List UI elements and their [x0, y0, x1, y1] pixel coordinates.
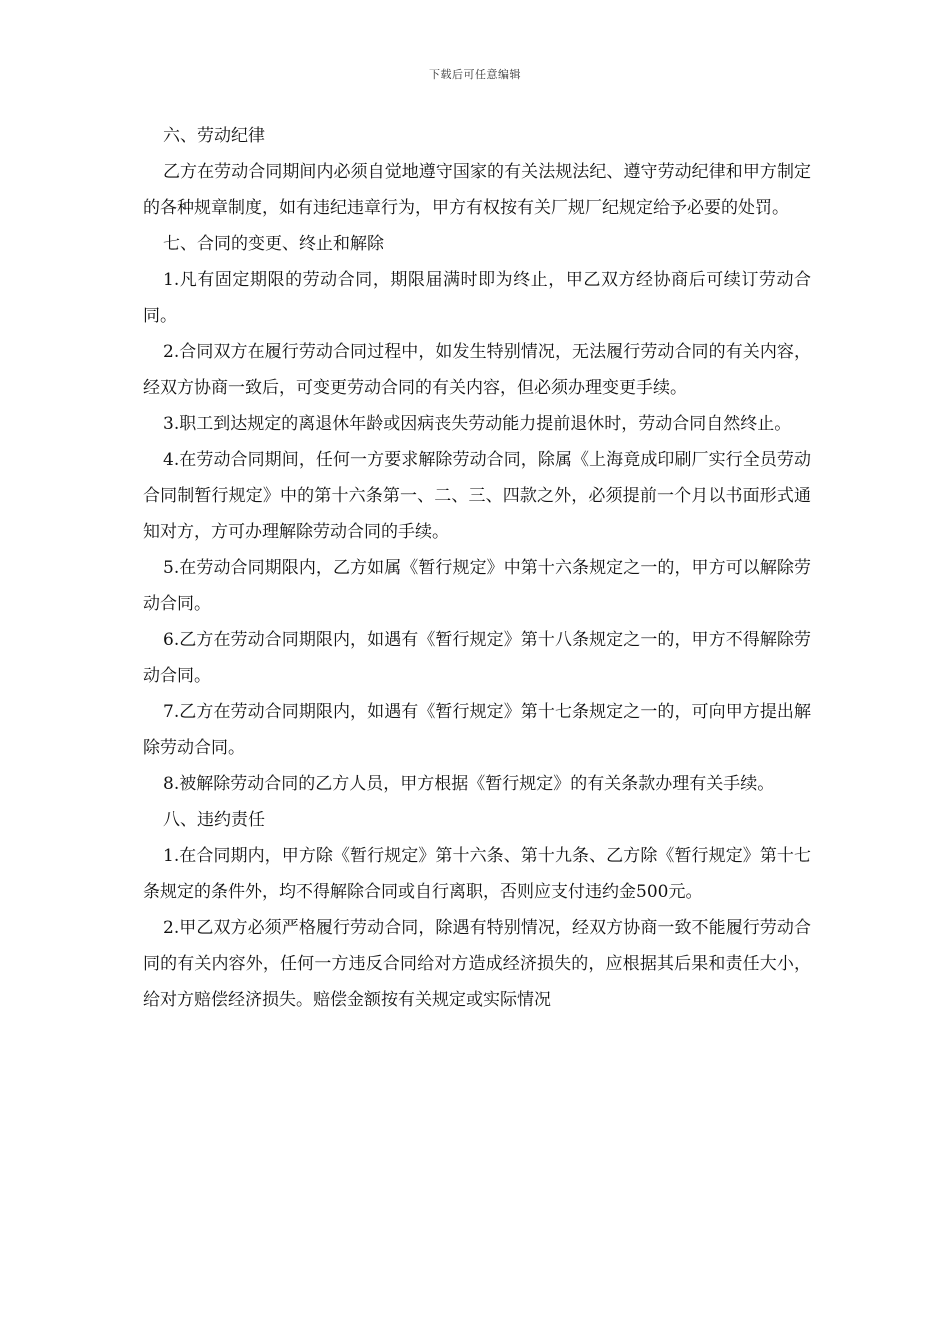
section-heading-liability: 八、违约责任 [163, 810, 265, 830]
clause-7-3: 3.职工到达规定的离退休年龄或因病丧失劳动能力提前退休时，劳动合同自然终止。 [163, 414, 792, 434]
paragraph-labor-discipline: 乙方在劳动合同期间内必须自觉地遵守国家的有关法规法纪、遵守劳动纪律和甲方制定的各种规章制度，如有违纪违章行为，甲方有权按有关厂规厂纪规定给予必要的处罚。 [143, 162, 811, 218]
section-heading-labor-discipline: 六、劳动纪律 [163, 126, 265, 146]
clause-7-2: 2.合同双方在履行劳动合同过程中，如发生特别情况，无法履行劳动合同的有关内容，经双方协商一致后，可变更劳动合同的有关内容，但必须办理变更手续。 [143, 342, 811, 398]
section-heading-contract-changes: 七、合同的变更、终止和解除 [163, 234, 384, 254]
clause-7-5: 5.在劳动合同期限内，乙方如属《暂行规定》中第十六条规定之一的，甲方可以解除劳动合同。 [143, 558, 811, 614]
page-header: 下载后可任意编辑 [429, 68, 521, 81]
document-body [143, 118, 811, 1018]
clause-7-8: 8.被解除劳动合同的乙方人员，甲方根据《暂行规定》的有关条款办理有关手续。 [163, 774, 775, 794]
clause-8-2: 2.甲乙双方必须严格履行劳动合同，除遇有特别情况，经双方协商一致不能履行劳动合同的有关内容外，任何一方违反合同给对方造成经济损失的，应根据其后果和责任大小，给对方赔偿经济损失。赔偿金额按有关规定或实际情况 [143, 918, 811, 1010]
clause-7-4: 4.在劳动合同期间，任何一方要求解除劳动合同，除属《上海竟成印刷厂实行全员劳动合同制暂行规定》中的第十六条第一、二、三、四款之外，必须提前一个月以书面形式通知对方，方可办理解除劳动合同的手续。 [143, 450, 811, 542]
clause-7-7: 7.乙方在劳动合同期限内，如遇有《暂行规定》第十七条规定之一的，可向甲方提出解除劳动合同。 [143, 702, 811, 758]
clause-7-1: 1.凡有固定期限的劳动合同，期限届满时即为终止，甲乙双方经协商后可续订劳动合同。 [143, 270, 811, 326]
clause-7-6: 6.乙方在劳动合同期限内，如遇有《暂行规定》第十八条规定之一的，甲方不得解除劳动合同。 [143, 630, 811, 686]
clause-8-1: 1.在合同期内，甲方除《暂行规定》第十六条、第十九条、乙方除《暂行规定》第十七条规定的条件外，均不得解除合同或自行离职，否则应支付违约金500元。 [143, 846, 811, 902]
